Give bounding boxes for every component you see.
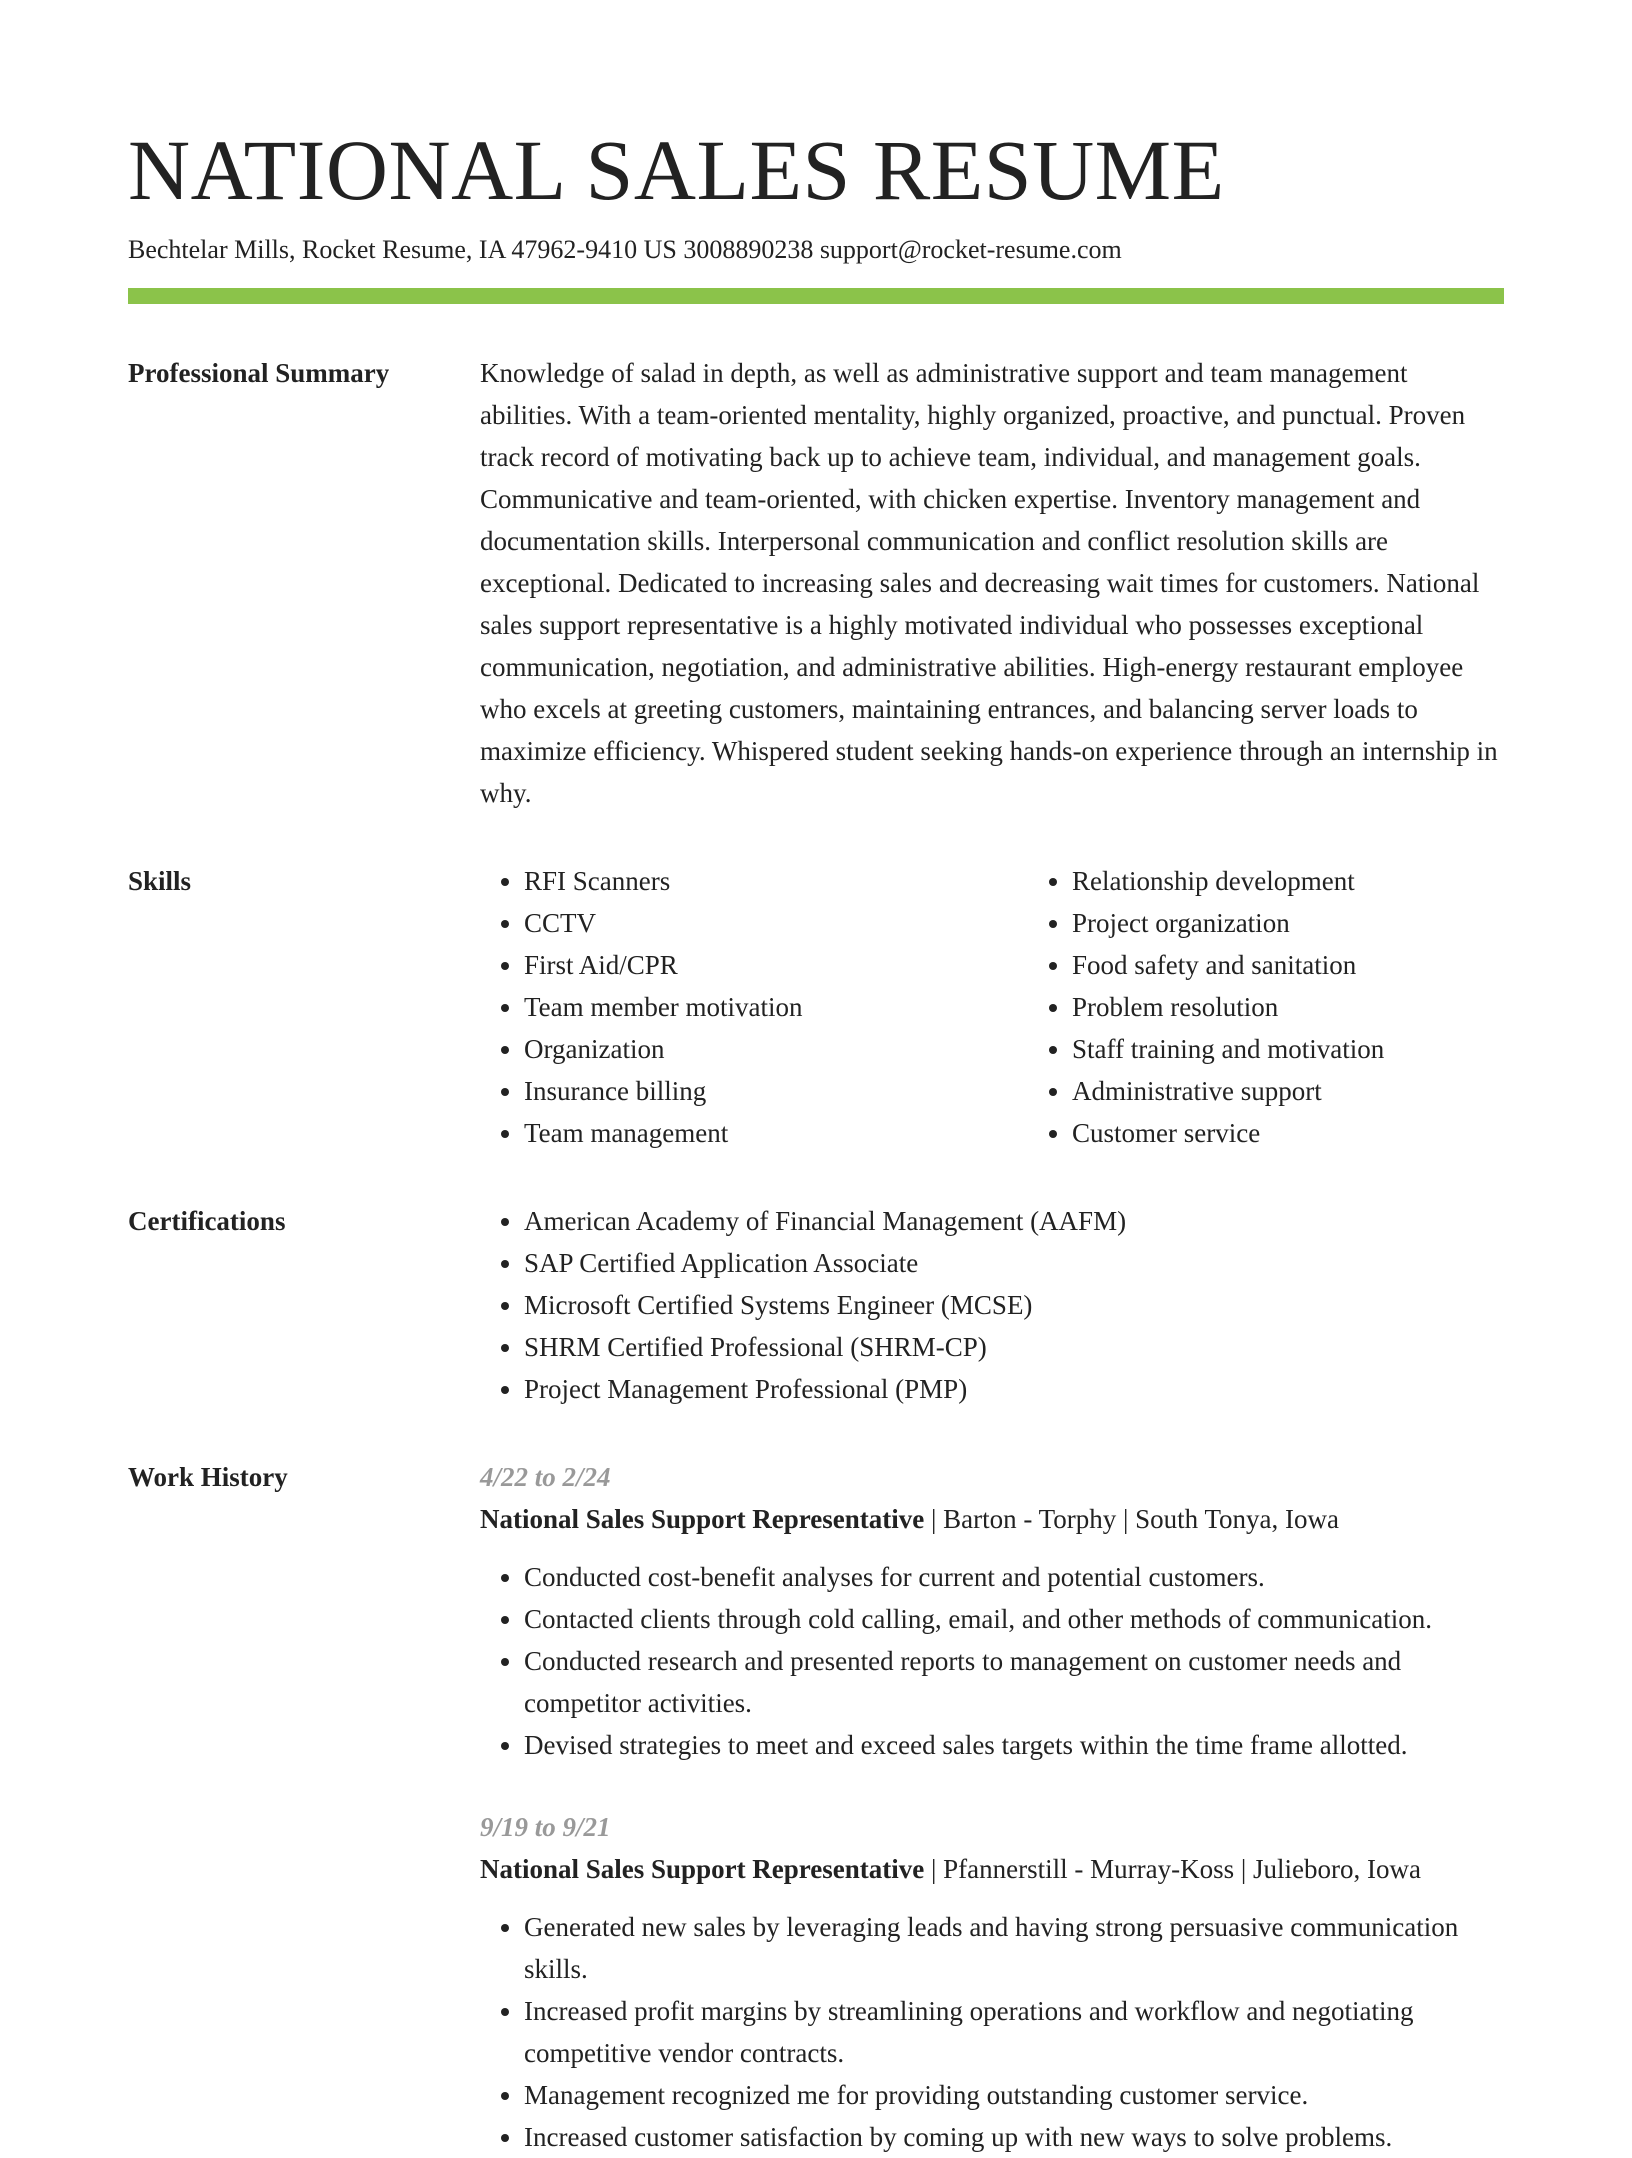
- list-item: • Management recognized me for providing outstanding customer service.: [524, 2074, 1504, 2116]
- summary-text: Knowledge of salad in depth, as well as administrative support and team management abilities. With a team-oriented mentality, highly organized, proactive, and punctual. Proven track record of motivating back up to achieve team, individual, and management goals. Communicative and team-oriented, with chicken expertise. Inventory management and documentation skills. Interpersonal communication and conflict resolution skills are exceptional. Dedicated to increasing sales and decreasing wait times for customers. National sales support representative is a highly motivated individual who possesses exceptional communication, negotiation, and administrative abilities. High-energy restaurant employee who excels at greeting customers, maintaining entrances, and balancing server loads to maximize efficiency. Whispered student seeking hands-on experience through an internship in why.: [480, 358, 1498, 808]
- job-heading: [480, 1498, 1504, 1540]
- section-work-history: [128, 1456, 1504, 2158]
- list-item: • Insurance billing: [524, 1070, 1028, 1112]
- list-item: • Organization: [524, 1028, 1028, 1070]
- section-label: Professional Summary: [128, 358, 390, 388]
- list-item: • First Aid/CPR: [524, 944, 1028, 986]
- jobs-container: [480, 1456, 1504, 2158]
- list-item: • Generated new sales by leveraging leads and having strong persuasive communication skills.: [524, 1906, 1504, 1990]
- job-title: National Sales Support Representative: [480, 1854, 925, 1884]
- skills-columns: [480, 860, 1576, 1154]
- list-item: • Administrative support: [1072, 1070, 1576, 1112]
- job-entry: [480, 1456, 1504, 1766]
- list-item: • Increased customer satisfaction by coming up with new ways to solve problems.: [524, 2116, 1504, 2158]
- contact-line: Bechtelar Mills, Rocket Resume, IA 47962-9410 US 3008890238 support@rocket-resume.com: [128, 235, 1122, 264]
- list-item: • Problem resolution: [1072, 986, 1576, 1028]
- list-item: • RFI Scanners: [524, 860, 1028, 902]
- list-item: • American Academy of Financial Management (AAFM): [524, 1200, 1504, 1242]
- list-item: • SHRM Certified Professional (SHRM-CP): [524, 1326, 1504, 1368]
- job-bullets: [480, 1556, 1504, 1766]
- job-heading: [480, 1848, 1504, 1890]
- job-bullets: [480, 1906, 1504, 2158]
- section-professional-summary: [128, 352, 1504, 814]
- list-item: • Devised strategies to meet and exceed sales targets within the time frame allotted.: [524, 1724, 1504, 1766]
- list-item: • Staff training and motivation: [1072, 1028, 1576, 1070]
- section-skills: [128, 860, 1504, 1154]
- job-title: National Sales Support Representative: [480, 1504, 925, 1534]
- job-dates: 4/22 to 2/24: [480, 1462, 611, 1492]
- list-item: • CCTV: [524, 902, 1028, 944]
- list-item: • Project organization: [1072, 902, 1576, 944]
- list-item: • Conducted cost-benefit analyses for current and potential customers.: [524, 1556, 1504, 1598]
- job-entry: [480, 1806, 1504, 2158]
- list-item: • Microsoft Certified Systems Engineer (MCSE): [524, 1284, 1504, 1326]
- list-item: • Project Management Professional (PMP): [524, 1368, 1504, 1410]
- list-item: • Relationship development: [1072, 860, 1576, 902]
- job-company-location: | Barton - Torphy | South Tonya, Iowa: [924, 1504, 1340, 1534]
- section-label: Skills: [128, 866, 192, 896]
- section-certifications: [128, 1200, 1504, 1410]
- skills-list-left: [480, 860, 1028, 1154]
- section-label: Certifications: [128, 1206, 286, 1236]
- list-item: • Team member motivation: [524, 986, 1028, 1028]
- list-item: • Increased profit margins by streamlining operations and workflow and negotiating competitive vendor contracts.: [524, 1990, 1504, 2074]
- job-dates: 9/19 to 9/21: [480, 1812, 611, 1842]
- skills-list-right: [1028, 860, 1576, 1154]
- resume-title: NATIONAL SALES RESUME: [128, 122, 1225, 218]
- list-item: • Contacted clients through cold calling, email, and other methods of communication.: [524, 1598, 1504, 1640]
- certifications-list: [480, 1200, 1504, 1410]
- resume-page: [128, 120, 1504, 2158]
- list-item: • Conducted research and presented reports to management on customer needs and competitor activities.: [524, 1640, 1504, 1724]
- list-item: • Food safety and sanitation: [1072, 944, 1576, 986]
- list-item: • Team management: [524, 1112, 1028, 1154]
- job-company-location: | Pfannerstill - Murray-Koss | Julieboro, Iowa: [924, 1854, 1421, 1884]
- header-accent-rule: [128, 288, 1504, 304]
- section-label: Work History: [128, 1462, 288, 1492]
- list-item: • SAP Certified Application Associate: [524, 1242, 1504, 1284]
- list-item: • Customer service: [1072, 1112, 1576, 1154]
